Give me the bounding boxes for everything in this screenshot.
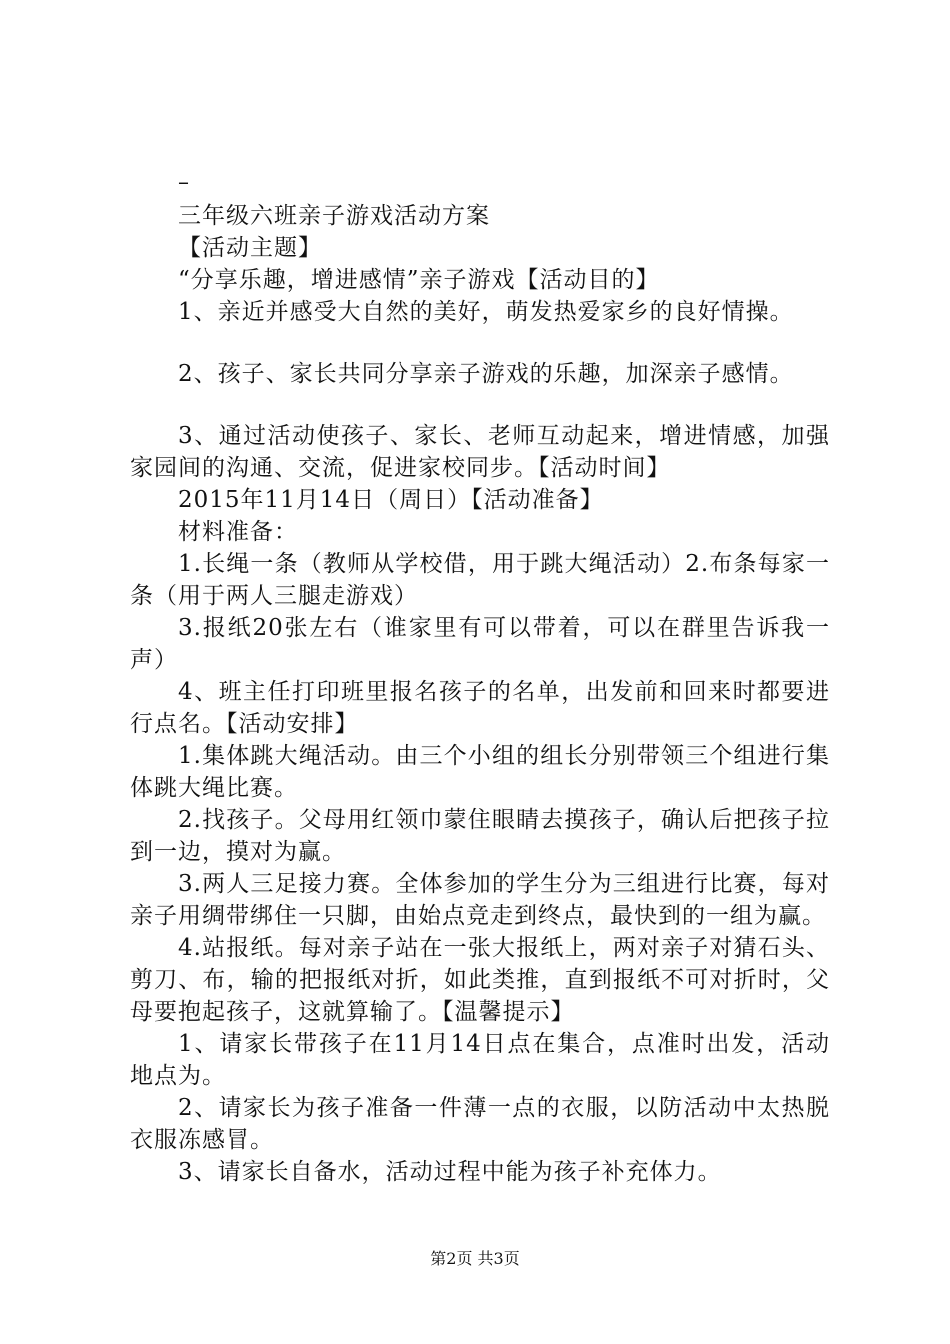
paragraph: 4.站报纸。每对亲子站在一张大报纸上，两对亲子对猜石头、剪刀、布，输的把报纸对折，如此类推，直到报纸不可对折时，父母要抱起孩子，这就算输了。【温馨提示】 xyxy=(130,935,830,1025)
paragraph: 3、请家长自备水，活动过程中能为孩子补充体力。 xyxy=(178,1159,722,1185)
paragraph: 材料准备： xyxy=(178,519,298,545)
paragraph: 3.两人三足接力赛。全体参加的学生分为三组进行比赛，每对亲子用绸带绑住一只脚，由始点竞走到终点，最快到的一组为赢。 xyxy=(130,871,830,929)
paragraph: 1.集体跳大绳活动。由三个小组的组长分别带领三个组进行集体跳大绳比赛。 xyxy=(130,743,830,801)
document-title: 三年级六班亲子游戏活动方案 xyxy=(178,203,490,229)
paragraph: 2、请家长为孩子准备一件薄一点的衣服，以防活动中太热脱衣服冻感冒。 xyxy=(130,1095,830,1153)
paragraph: 4、班主任打印班里报名孩子的名单，出发前和回来时都要进行点名。【活动安排】 xyxy=(130,679,830,737)
paragraph: 3.报纸20张左右（谁家里有可以带着，可以在群里告诉我一声） xyxy=(130,615,830,673)
paragraph: 【活动主题】 xyxy=(178,235,322,261)
paragraph: “分享乐趣，增进感情”亲子游戏【活动目的】 xyxy=(178,267,660,293)
page-footer: 第2页 共3页 xyxy=(430,1249,520,1268)
paragraph: 2、孩子、家长共同分享亲子游戏的乐趣，加深亲子感情。 xyxy=(178,361,794,387)
paragraph: 1、亲近并感受大自然的美好，萌发热爱家乡的良好情操。 xyxy=(178,299,794,325)
document-body xyxy=(130,200,830,1188)
paragraph: 3、通过活动使孩子、家长、老师互动起来，增进情感，加强家园间的沟通、交流，促进家校同步。【活动时间】 xyxy=(130,423,830,481)
paragraph: 1、请家长带孩子在11月14日点在集合，点准时出发，活动地点为。 xyxy=(130,1031,830,1089)
paragraph: 2.找孩子。父母用红领巾蒙住眼睛去摸孩子，确认后把孩子拉到一边，摸对为赢。 xyxy=(130,807,830,865)
paragraph: 2015年11月14日（周日）【活动准备】 xyxy=(178,487,604,513)
paragraph: 1.长绳一条（教师从学校借，用于跳大绳活动）2.布条每家一条（用于两人三腿走游戏） xyxy=(130,551,830,609)
header-mark: – xyxy=(178,170,189,195)
